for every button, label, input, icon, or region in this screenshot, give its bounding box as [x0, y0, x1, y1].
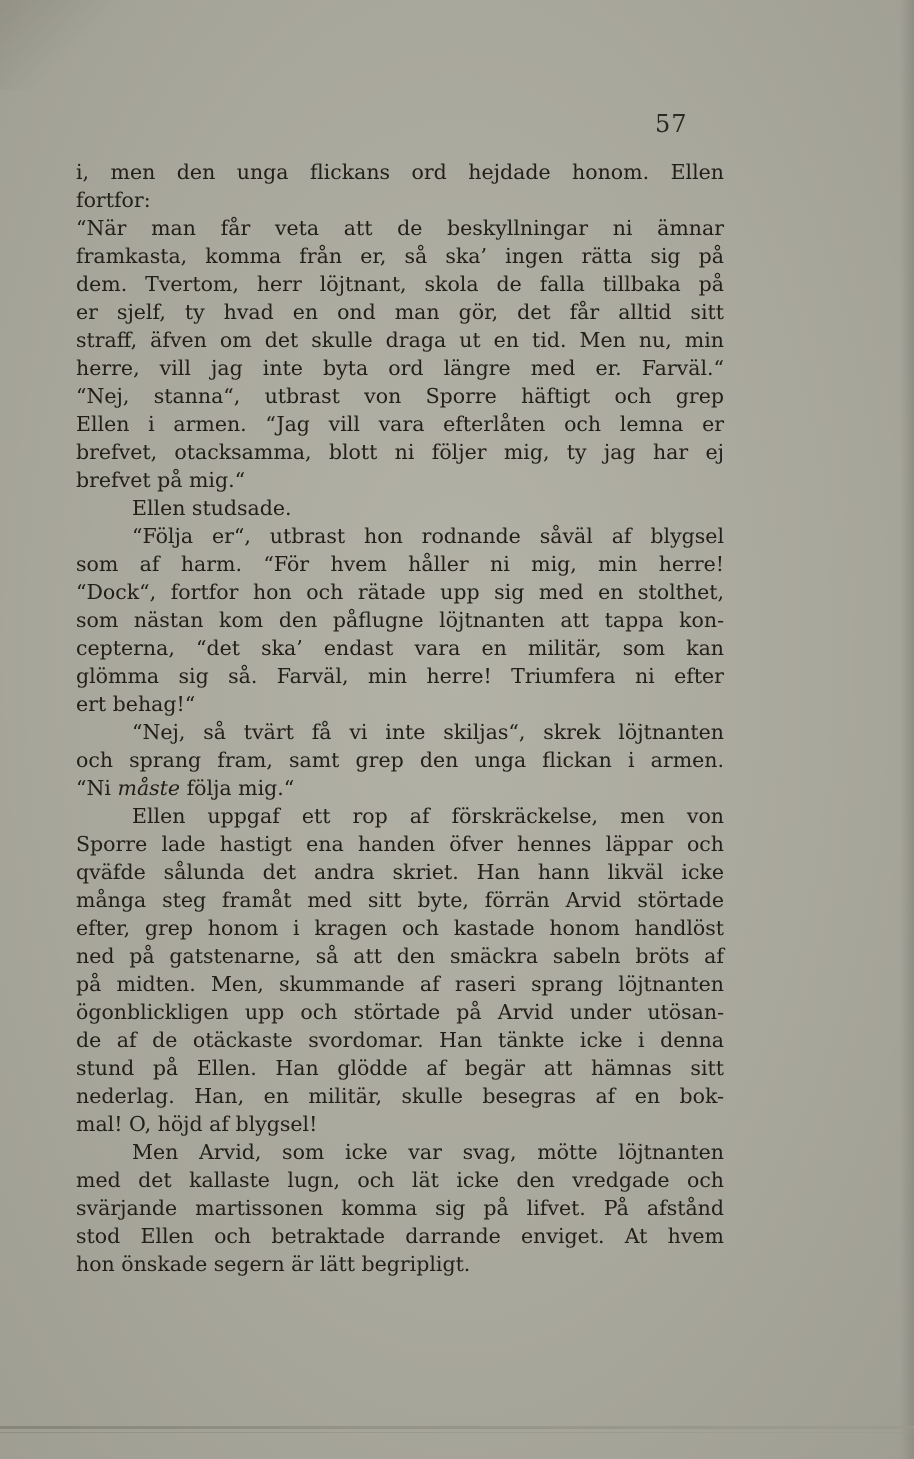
text-line: er sjelf, ty hvad en ond man gör, det får alltid sitt	[76, 300, 724, 324]
text-line: dem. Tvertom, herr löjtnant, skola de falla tillbaka på	[76, 272, 724, 296]
text-line: stund på Ellen. Han glödde af begär att hämnas sitt	[76, 1056, 724, 1080]
text-line: mal! O, höjd af blygsel!	[76, 1112, 318, 1136]
page-corner-shading	[0, 0, 120, 90]
text-line: glömma sig så. Farväl, min herre! Triumfera ni efter	[76, 664, 724, 688]
text-line: Men Arvid, som icke var svag, mötte löjtnanten	[132, 1140, 724, 1164]
text-line: ert behag!“	[76, 692, 196, 716]
text-line: Sporre lade hastigt ena handen öfver hennes läppar och	[76, 832, 724, 856]
text-line: de af de otäckaste svordomar. Han tänkte icke i denna	[76, 1028, 724, 1052]
text-line: “Ni måste följa mig.“	[76, 776, 295, 800]
text-line: brefvet på mig.“	[76, 468, 246, 492]
text-line: straff, äfven om det skulle draga ut en tid. Men nu, min	[76, 328, 724, 352]
text-line: Ellen uppgaf ett rop af förskräckelse, men von	[132, 804, 724, 828]
text-line: i, men den unga flickans ord hejdade honom. Ellen	[76, 160, 724, 184]
text-line: nederlag. Han, en militär, skulle besegras af en bok-	[76, 1084, 724, 1108]
text-line: stod Ellen och betraktade darrande enviget. At hvem	[76, 1224, 724, 1248]
text-line: brefvet, otacksamma, blott ni följer mig, ty jag har ej	[76, 440, 724, 464]
text-line: och sprang fram, samt grep den unga flickan i armen.	[76, 748, 724, 772]
text-line: många steg framåt med sitt byte, förrän Arvid störtade	[76, 888, 724, 912]
text-line: “Nej, stanna“, utbrast von Sporre häftigt och grep	[76, 384, 724, 408]
text-line: som nästan kom den påflugne löjtnanten att tappa kon-	[76, 608, 724, 632]
text-line: med det kallaste lugn, och lät icke den vredgade och	[76, 1168, 724, 1192]
text-line: på midten. Men, skummande af raseri sprang löjtnanten	[76, 972, 724, 996]
text-line: hon önskade segern är lätt begripligt.	[76, 1252, 471, 1276]
bottom-edge-line	[0, 1426, 914, 1429]
page-right-edge	[900, 0, 914, 1459]
text-line: svärjande martissonen komma sig på lifvet. På afstånd	[76, 1196, 724, 1220]
text-line: “Nej, så tvärt få vi inte skiljas“, skrek löjtnanten	[132, 720, 724, 744]
text-line: som af harm. “För hvem håller ni mig, min herre!	[76, 552, 724, 576]
text-line: fortfor:	[76, 188, 151, 212]
text-line: efter, grep honom i kragen och kastade honom handlöst	[76, 916, 724, 940]
text-line: ögonblickligen upp och störtade på Arvid under utösan-	[76, 1000, 724, 1024]
text-line: ned på gatstenarne, så att den smäckra sabeln bröts af	[76, 944, 724, 968]
text-line: “När man får veta att de beskyllningar ni ämnar	[76, 216, 724, 240]
text-line: “Följa er“, utbrast hon rodnande såväl af blygsel	[132, 524, 724, 548]
text-line: Ellen studsade.	[132, 496, 292, 520]
text-line: cepterna, “det ska’ endast vara en militär, som kan	[76, 636, 724, 660]
body-text	[76, 158, 724, 1278]
text-line: framkasta, komma från er, så ska’ ingen rätta sig på	[76, 244, 724, 268]
text-line: “Dock“, fortfor hon och rätade upp sig med en stolthet,	[76, 580, 724, 604]
bottom-edge-line-thin	[0, 1432, 914, 1433]
text-line: Ellen i armen. “Jag vill vara efterlåten och lemna er	[76, 412, 724, 436]
page-number: 57	[655, 110, 688, 138]
text-line: herre, vill jag inte byta ord längre med er. Farväl.“	[76, 356, 724, 380]
text-line: qväfde sålunda det andra skriet. Han hann likväl icke	[76, 860, 724, 884]
